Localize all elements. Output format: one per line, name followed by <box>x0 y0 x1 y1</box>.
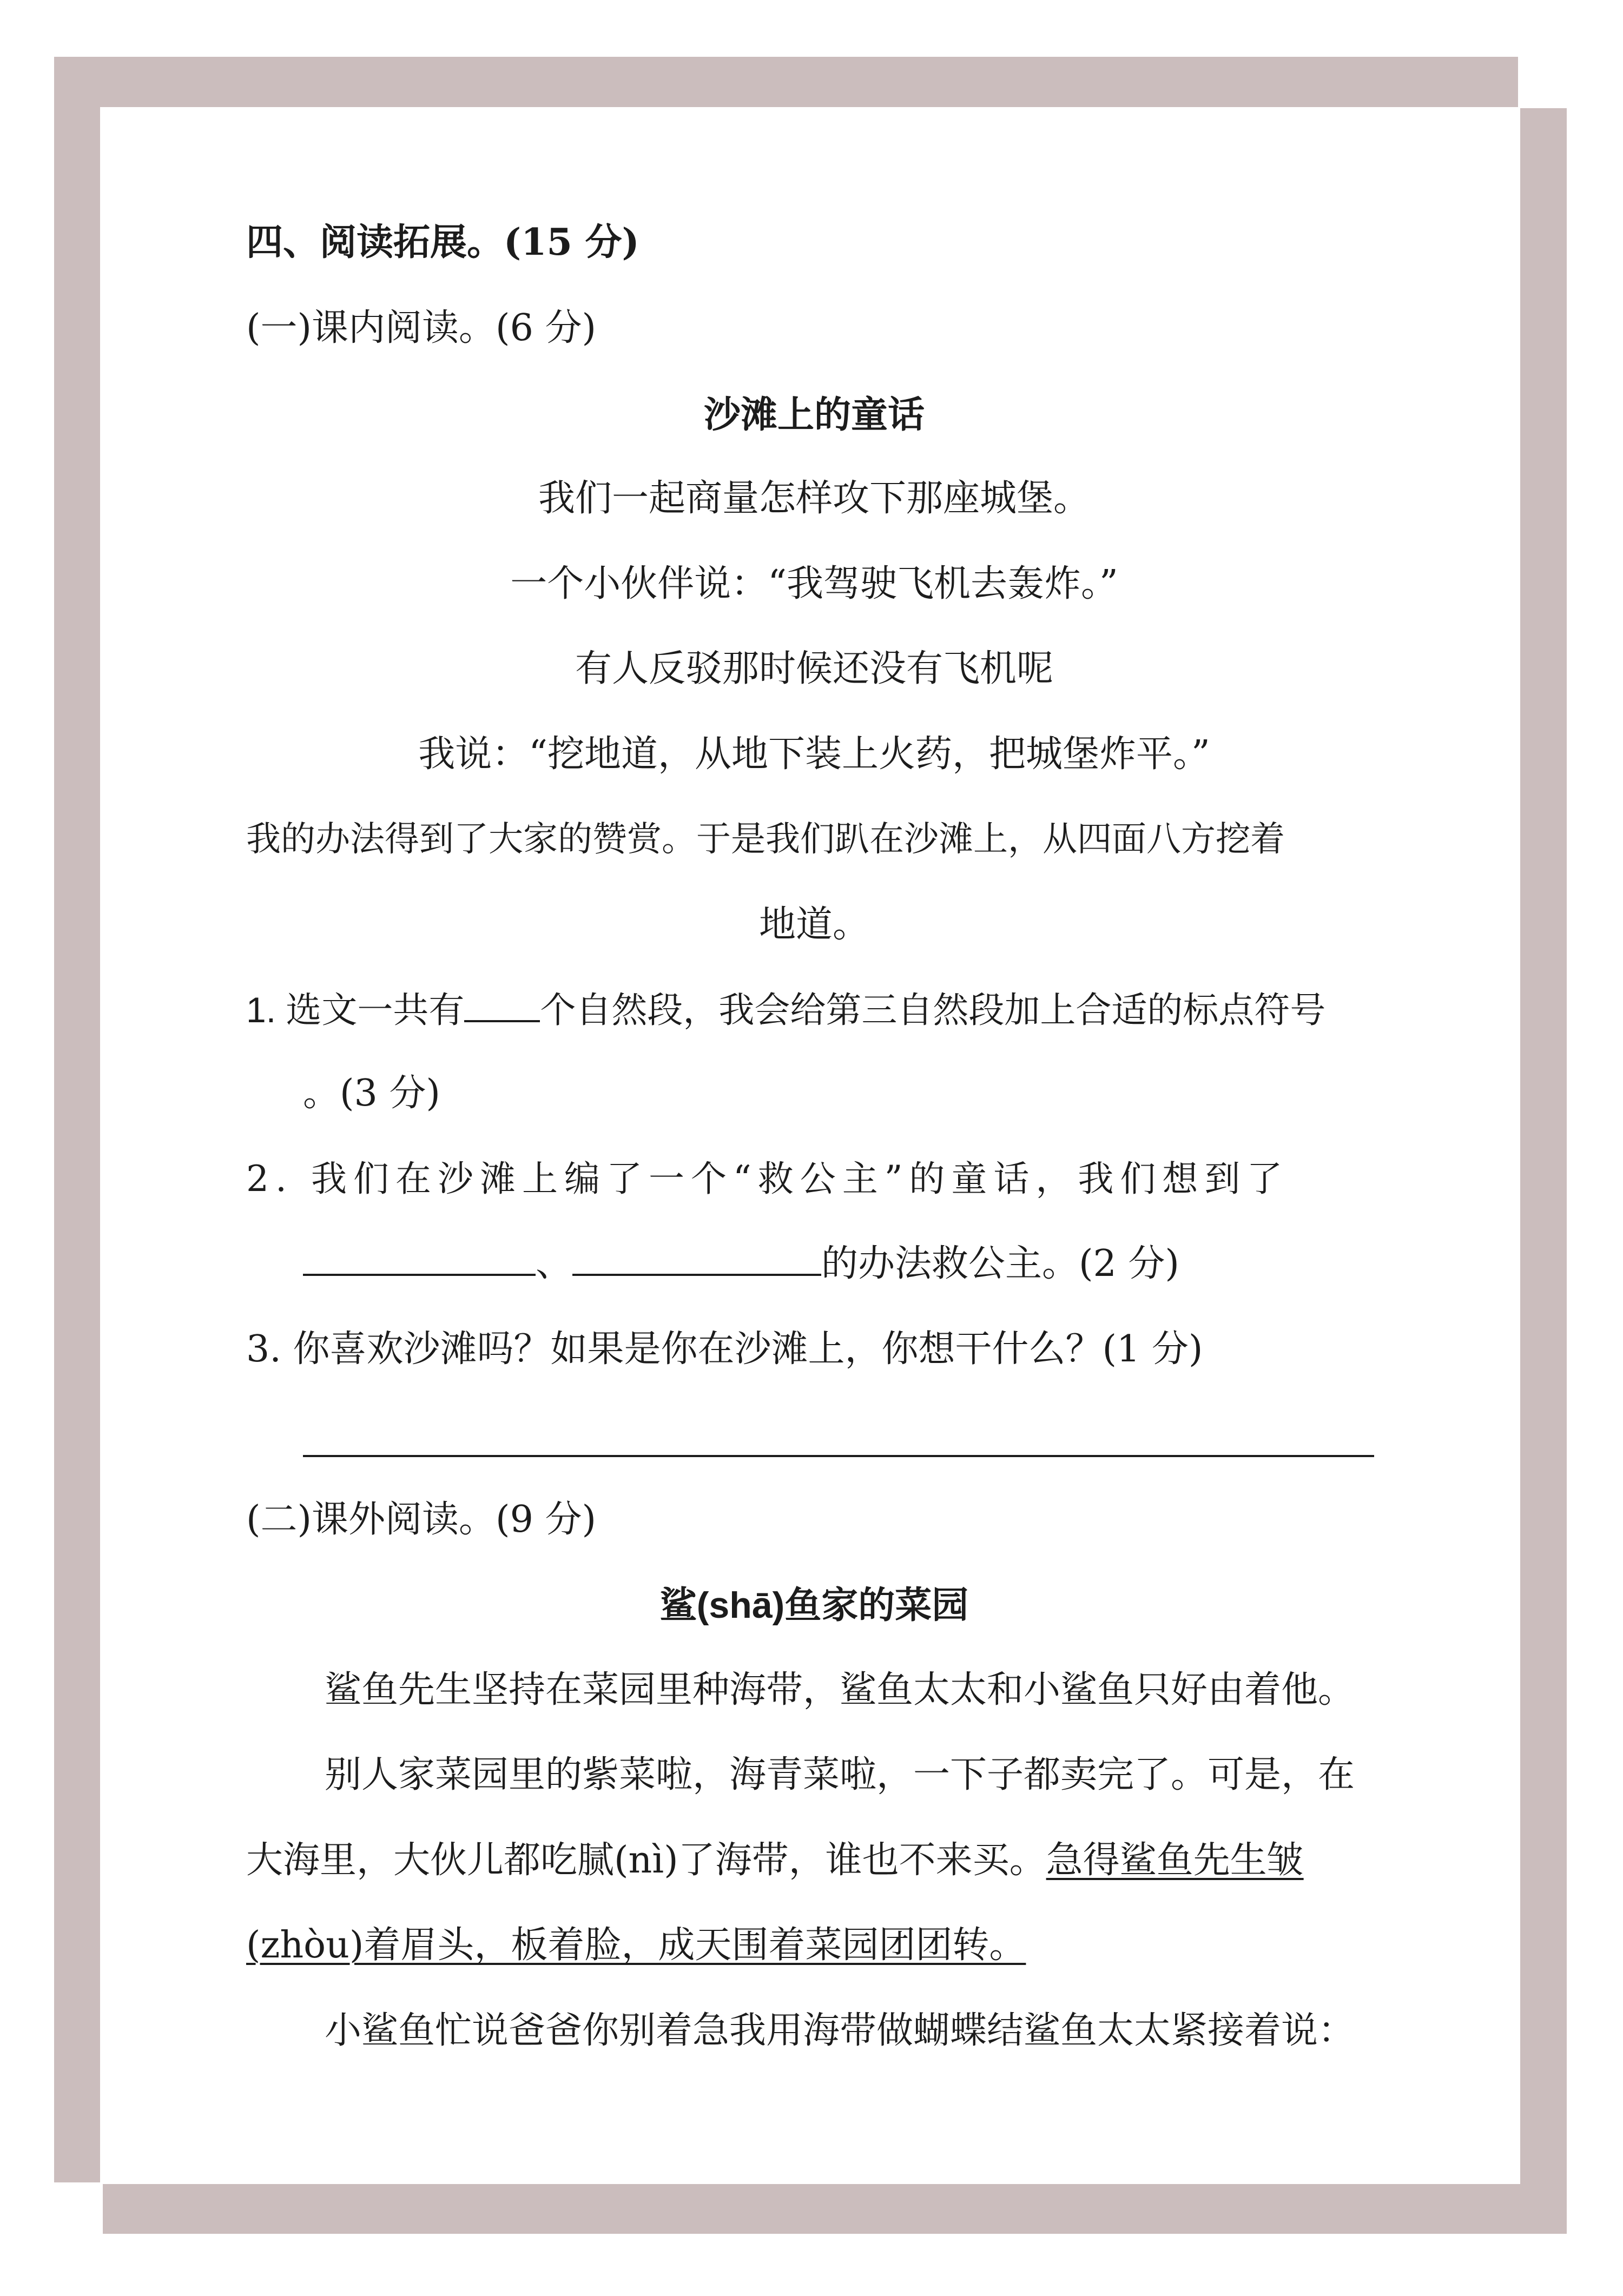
part2-heading: (二)课外阅读。(9 分) <box>246 1498 596 1541</box>
part1-line-5: 我的办法得到了大家的赞赏。于是我们趴在沙滩上，从四面八方挖着 <box>246 819 1285 859</box>
section-heading: 四、阅读拓展。(15 分) <box>246 221 639 264</box>
question-2: 2. 我们在沙滩上编了一个“救公主”的童话，我们想到了 <box>246 1158 1289 1200</box>
part2-paragraph-2-line-2 <box>246 1834 1382 1888</box>
part1-line-3: 有人反驳那时候还没有飞机呢 <box>575 647 1053 690</box>
question-2-blanks <box>303 1237 1439 1291</box>
question-2-end: 的办法救公主。(2 分) <box>821 1242 1179 1285</box>
part2-paragraph-3: 小鲨鱼忙说爸爸你别着急我用海带做蝴蝶结鲨鱼太太紧接着说： <box>325 2009 1355 2052</box>
question-1-continued: 。(3 分) <box>303 1072 440 1115</box>
part2-paragraph-2-line-1: 别人家菜园里的紫菜啦，海青菜啦，一下子都卖完了。可是，在 <box>325 1754 1355 1796</box>
part2-title: 鲨(shā)鱼家的菜园 <box>659 1585 969 1626</box>
question-3-answer-line[interactable] <box>303 1455 1374 1457</box>
part1-line-4: 我说：“挖地道，从地下装上火药，把城堡炸平。” <box>418 733 1210 776</box>
question-2-blank-2[interactable] <box>572 1240 821 1276</box>
part2-paragraph-2-line-3 <box>246 1918 1382 1973</box>
question-3: 3. 你喜欢沙滩吗？如果是你在沙滩上，你想干什么？(1 分) <box>246 1328 1203 1371</box>
part2-underlined-sentence-1: 急得鲨鱼先生皱 <box>1046 1839 1304 1882</box>
question-1 <box>246 983 1382 1037</box>
page-shadow-bottom <box>103 2182 1567 2234</box>
part1-title: 沙滩上的童话 <box>703 394 925 435</box>
question-1-end: 个自然段，我会给第三自然段加上合适的标点符号 <box>540 990 1326 1030</box>
question-1-start: 1. 选文一共有 <box>246 990 465 1030</box>
part1-line-6: 地道。 <box>758 903 869 946</box>
part1-line-1: 我们一起商量怎样攻下那座城堡。 <box>538 477 1090 520</box>
page-shadow-right <box>1518 108 1567 2234</box>
part1-line-2: 一个小伙伴说：“我驾驶飞机去轰炸。” <box>510 563 1118 605</box>
part1-heading: (一)课内阅读。(6 分) <box>246 307 596 349</box>
question-2-blank-1[interactable] <box>303 1240 536 1276</box>
part2-paragraph-2-plain: 大海里，大伙儿都吃腻(nì)了海带，谁也不来买。 <box>246 1839 1046 1882</box>
question-1-blank[interactable] <box>464 987 540 1022</box>
part2-underlined-sentence-2: (zhòu)着眉头，板着脸，成天围着菜园团团转。 <box>246 1924 1026 1967</box>
part2-paragraph-1: 鲨鱼先生坚持在菜园里种海带，鲨鱼太太和小鲨鱼只好由着他。 <box>325 1669 1355 1711</box>
question-2-separator: 、 <box>536 1242 573 1285</box>
